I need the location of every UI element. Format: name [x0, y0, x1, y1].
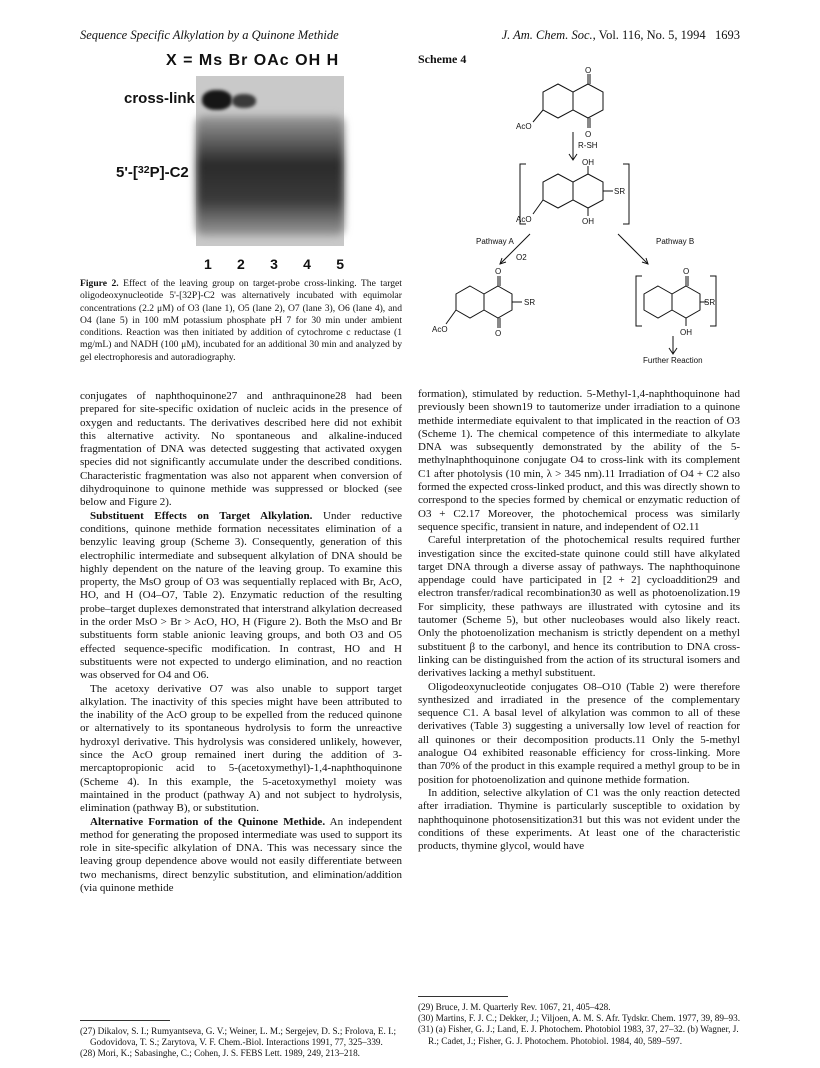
volume-issue: Vol. 116, No. 5, 1994 — [598, 28, 706, 42]
figure-caption — [80, 278, 402, 364]
lane-number: 4 — [303, 256, 311, 272]
lane-number: 2 — [237, 256, 245, 272]
label-o: O — [495, 267, 502, 276]
paragraph — [80, 816, 402, 896]
left-column — [80, 390, 402, 895]
paragraph: In addition, selective alkylation of C1 was the only reaction detected after irradiation. Thymine is particularly susceptible to oxidation by naphthoquinone photosensitization31 but this was not evident under the conditions of these experiments. At least one of the characteristic products, thymine glycol, would have — [418, 786, 740, 853]
scheme-4-diagram — [418, 64, 740, 364]
label-sr: SR — [704, 298, 716, 307]
reference: (31) (a) Fisher, G. J.; Land, E. J. Photochem. Photobiol 1983, 37, 27–32. (b) Wagner, J. R.; Cadet, J.; Fisher, G. J. Photochem. Photobiol. 1984, 40, 589–597. — [418, 1024, 739, 1046]
section-heading: Alternative Formation of the Quinone Methide. — [90, 815, 326, 828]
probe-label-sup: 32 — [137, 164, 150, 176]
pathway-a-label: Pathway A — [476, 237, 514, 246]
label-o: O — [585, 130, 592, 139]
label-o: O — [683, 267, 690, 276]
hydroquinone-intermediate — [520, 164, 629, 224]
label-aco: AcO — [516, 122, 532, 131]
label-oh: OH — [582, 158, 594, 167]
label-sr: SR — [524, 298, 536, 307]
probe-label-pre: 5'-[ — [116, 164, 138, 181]
caption-label: Figure 2. — [80, 278, 119, 289]
footnote-rule — [80, 1020, 170, 1021]
reagent-label: R-SH — [578, 141, 598, 150]
label-oh: OH — [680, 328, 692, 337]
scheme-title: Scheme 4 — [418, 52, 467, 66]
paragraph: conjugates of naphthoquinone27 and anthraquinone28 had been prepared for site-specific oxidation of nucleic acids in the presence of oxygen and reductants. The derivatives described here did not exhibit this alternative activity. No spontaneous and alkaline-induced fragmentation of DNA was detected suggesting that activated oxygen species did not significantly accumulate under the described conditions. Characteristic fragmentation was also not apparent when conversion of dihydroquinone to quinone methide was suppressed or blocked (see below and Figure 2). — [80, 390, 402, 509]
starting-quinone — [533, 74, 603, 128]
journal-citation — [502, 28, 740, 43]
o2-label: O2 — [516, 253, 527, 262]
paragraph: formation), stimulated by reduction. 5-Methyl-1,4-naphthoquinone had previously been shown19 to tautomerize under irradiation to a quinone methide intermediate equivalent to that implicated in the reaction of O3 (Scheme 1). The chemical competence of this intermediate to alkylate DNA was subsequently demonstrated by the ability of the 5-methylnaphthoquinone conjugate O4 to cross-link with its complement C1 after photolysis (10 min, λ > 345 nm).11 Irradiation of O4 + C2 also formed the expected cross-linked product, and this was directly shown to correspond to the species formed by chemical or enzymatic reduction of O3 + C2.17 Moreover, the photochemical process was similarly sequence specific, transient in nature, and independent of O2.11 — [418, 388, 740, 533]
paragraph-text: Under reductive conditions, quinone methide formation necessitates elimination of a benzylic leaving group (Scheme 3). Consequently, generation of this electrophilic intermediate and subsequent alkylation of DNA should be highly dependent on the nature of the leaving group. To examine this property, the MsO group of O3 was sequentially replaced with Br, AcO, HO, and H (O4–O7, Table 2). Enzymatic reduction of the resulting probe–target duplexes demonstrated that interstrand alkylation decreased in the order MsO > Br > AcO, HO, H (Figure 2). Both the MsO and Br substituents form stable anionic leaving groups, and both O3 and O5 effected sequence-specific modification. In contrast, HO and H substituents were not expected to undergo elimination, and no reaction was observed for O4 and O6. — [80, 509, 403, 682]
label-o: O — [495, 329, 502, 338]
lane-number: 3 — [270, 256, 278, 272]
paragraph: Careful interpretation of the photochemical results required further investigation since the excited-state quinone could still have alkylated target DNA through a diverse assay of pathways. The naphthoquinone appendage could have participated in [2 + 2] cycloaddition29 and electron transfer/radical recombination30 as well as photoenolization.19 For simplicity, these pathways are illustrated with cytosine and its tautomer (Scheme 5), but other nucleobases would also likely react. Only the photoenolization mechanism is strictly dependent on a methyl substituent β to the carbonyl, and hence its contribution to DNA cross-linking can be distinguished from the action of its structural isomers and derivatives lacking a methyl substituent. — [418, 534, 740, 680]
running-title: Sequence Specific Alkylation by a Quinone Methide — [80, 28, 339, 42]
journal-name: J. Am. Chem. Soc., — [501, 28, 596, 42]
crosslink-band-lane-1 — [202, 90, 232, 110]
caption-text: Effect of the leaving group on target-probe cross-linking. The target oligodeoxynucleotide 5'-[32P]-C2 was alternatively incubated with equimolar concentrations (2.2 μM) of O3 (lane 1), O5 (lane 2), O7 (lane 3), O6 (lane 4), and O4 (lane 5) in 100 mM potassium phosphate pH 7 for 30 min under ambient conditions. Reaction was then initiated by addition of cytochrome c reductase (1 mg/mL) and NADH (100 μM), incubated for an additional 30 min and analyzed by gel electrophoresis and autoradiography. — [80, 278, 402, 363]
reference: (29) Bruce, J. M. Quarterly Rev. 1067, 21, 405–428. — [418, 1002, 611, 1012]
label-sr: SR — [614, 187, 626, 196]
gel-lane-header: X = Ms Br OAc OH H — [166, 52, 340, 69]
references-left — [80, 1026, 402, 1060]
smear-lanes — [196, 116, 344, 236]
references-right — [418, 1002, 740, 1047]
right-column — [418, 388, 740, 853]
paragraph: Oligodeoxynucleotide conjugates O8–O10 (Table 2) were therefore synthesized and irradiated in the presence of the complementary sequence C1. A basal level of alkylation was common to all of these derivatives (Table 3) suggesting a universally low level of reaction for all quinones or their decomposition products.11 Only the 5-methyl analogue O4 exhibited reasonable efficiency for cross-linking. More than 70% of the product in this example required a methyl group to be in position for photoenolization and quinone methide formation. — [418, 680, 740, 786]
label-aco: AcO — [432, 325, 448, 334]
product-a — [446, 276, 522, 328]
section-heading: Substituent Effects on Target Alkylation. — [90, 509, 313, 522]
pathway-b-label: Pathway B — [656, 237, 695, 246]
crosslink-band-lane-2 — [232, 94, 256, 108]
lane-number: 5 — [336, 256, 344, 272]
footnote-rule — [418, 996, 508, 997]
paragraph: The acetoxy derivative O7 was also unable to support target alkylation. The inactivity of this species might have been attributed to the inability of the AcO group to be expelled from the reduced quinone or alternatively to its spontaneous hydrolysis to form the unreactive hydroxyl derivative. This hydrolysis was considered unlikely, however, since the AcO group remained inert during the addition of 3-mercaptopropionic acid to 5-(acetoxymethyl)-1,4-naphthoquinone (Scheme 4). In this example, the 5-acetoxymethyl moiety was maintained in the product (pathway A) and not subject to hydrolysis, elimination (pathway B), or substitution. — [80, 682, 402, 815]
reference: (30) Martins, F. J. C.; Dekker, J.; Viljoen, A. M. S. Afr. Tydskr. Chem. 1977, 39, 89–93. — [418, 1013, 740, 1024]
reference: (27) Dikalov, S. I.; Rumyantseva, G. V.; Weiner, L. M.; Sergejev, D. S.; Frolova, E. I.; Godovidova, T. S.; Zarytova, V. F. Chem.-Biol. Interactions 1991, 77, 325–339. — [80, 1026, 396, 1048]
lane-number: 1 — [204, 256, 212, 272]
further-reaction-label: Further Reaction — [643, 356, 703, 364]
gel-image — [196, 76, 344, 246]
probe-label — [116, 164, 189, 181]
label-aco: AcO — [516, 215, 532, 224]
paragraph — [80, 510, 402, 683]
label-o: O — [585, 66, 592, 75]
label-oh: OH — [582, 217, 594, 226]
paragraph-text: An independent method for generating the proposed intermediate was used to support its role in site-specific alkylation of DNA. This was necessary since the leaving group dependence above would not easily differentiate between two mechanisms, direct benzylic substitution, and elimination/addition (via quinone methide — [80, 815, 403, 894]
probe-label-post: P]-C2 — [149, 164, 189, 181]
reference: (28) Mori, K.; Sabasinghe, C.; Cohen, J. S. FEBS Lett. 1989, 249, 213–218. — [80, 1048, 360, 1059]
lane-numbers — [204, 256, 344, 272]
crosslink-label: cross-link — [124, 90, 195, 107]
page-number: 1693 — [715, 28, 740, 42]
